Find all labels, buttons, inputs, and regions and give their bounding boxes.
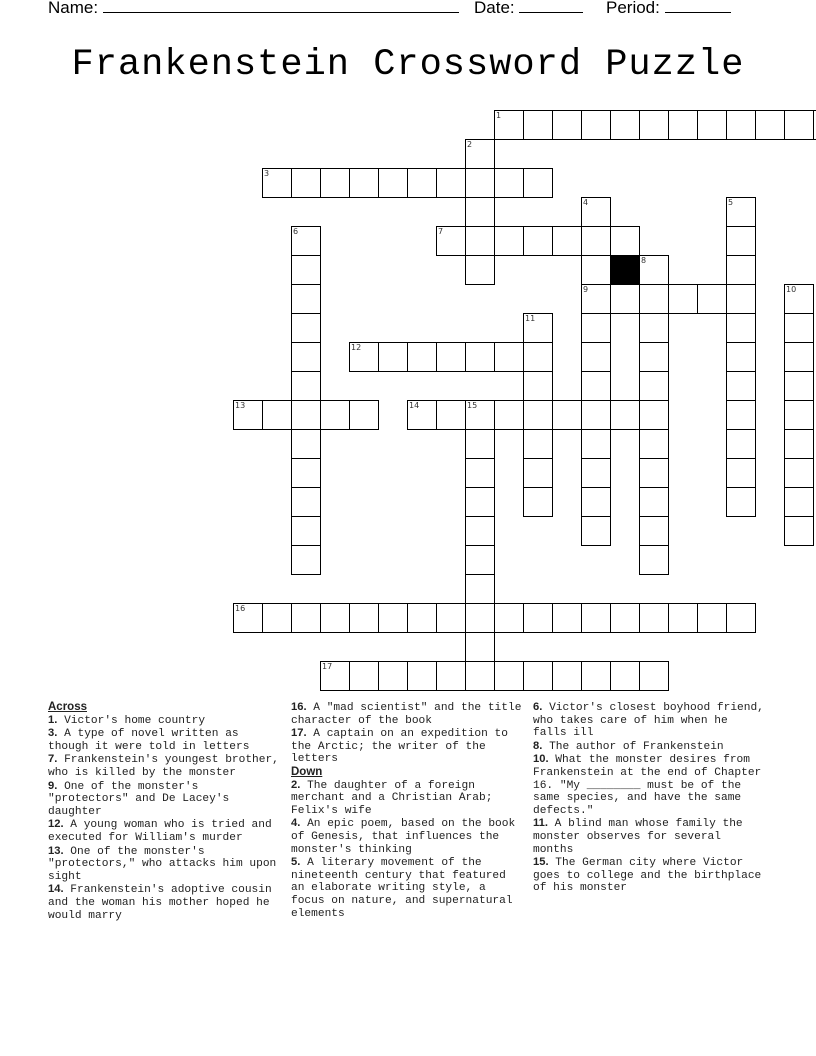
clue-number: 1 xyxy=(496,111,502,120)
grid-cell[interactable] xyxy=(465,545,495,575)
clue-text: A type of novel written as though it were told in letters xyxy=(48,728,250,753)
grid-cell[interactable] xyxy=(378,661,408,691)
clue xyxy=(48,780,280,819)
grid-cell[interactable] xyxy=(639,284,669,314)
grid-cell[interactable] xyxy=(610,400,640,430)
clue xyxy=(48,727,280,753)
grid-cell[interactable] xyxy=(291,342,321,372)
clue-label: 1. xyxy=(48,713,58,726)
clue-number: 14 xyxy=(409,401,420,410)
clue xyxy=(291,727,523,766)
grid-cell[interactable] xyxy=(407,603,437,633)
clue xyxy=(533,753,765,817)
clue-text: One of the monster's "protectors" and De Lacey's daughter xyxy=(48,780,230,818)
clue-label: 9. xyxy=(48,779,58,792)
clue-column-2 xyxy=(291,701,523,920)
grid-cell[interactable] xyxy=(581,371,611,401)
grid-cell[interactable] xyxy=(291,255,321,285)
grid-cell[interactable] xyxy=(494,168,524,198)
grid-cell[interactable] xyxy=(465,603,495,633)
clue-text: Victor's home country xyxy=(64,714,206,727)
grid-cell[interactable] xyxy=(436,342,466,372)
grid-cell[interactable] xyxy=(465,139,495,169)
clue-label: 8. xyxy=(533,739,543,752)
grid-cell[interactable] xyxy=(436,400,466,430)
clue-label: 2. xyxy=(291,778,301,791)
grid-cell[interactable] xyxy=(552,226,582,256)
grid-cell[interactable] xyxy=(291,400,321,430)
grid-cell[interactable] xyxy=(581,487,611,517)
clue-text: A captain on an expedition to the Arctic; the writer of the letters xyxy=(291,728,508,766)
grid-cell[interactable] xyxy=(581,603,611,633)
grid-cell[interactable] xyxy=(378,342,408,372)
section-heading-down: Down xyxy=(291,765,323,778)
grid-cell[interactable] xyxy=(436,661,466,691)
clue-number: 17 xyxy=(322,662,333,671)
grid-cell[interactable] xyxy=(465,574,495,604)
grid-cell[interactable] xyxy=(784,516,814,546)
grid-cell[interactable] xyxy=(697,284,727,314)
grid-cell[interactable] xyxy=(465,342,495,372)
grid-cell[interactable] xyxy=(726,603,756,633)
clue-label: 11. xyxy=(533,817,548,830)
grid-cell[interactable] xyxy=(726,226,756,256)
grid-cell[interactable] xyxy=(465,400,495,430)
grid-cell[interactable] xyxy=(465,429,495,459)
grid-cell[interactable] xyxy=(784,313,814,343)
grid-cell[interactable] xyxy=(581,110,611,140)
clue xyxy=(48,883,280,922)
clue-number: 5 xyxy=(728,198,734,207)
grid-cell[interactable] xyxy=(436,226,466,256)
clue-text: Victor's closest boyhood friend, who takes care of him when he falls ill xyxy=(533,702,764,740)
black-cell xyxy=(610,255,640,285)
grid-cell[interactable] xyxy=(668,603,698,633)
grid-cell[interactable] xyxy=(639,516,669,546)
clue xyxy=(48,753,280,779)
grid-cell[interactable] xyxy=(465,168,495,198)
clue-text: A "mad scientist" and the title character of the book xyxy=(291,702,522,727)
grid-cell[interactable] xyxy=(523,429,553,459)
clue-number: 11 xyxy=(525,314,536,323)
grid-cell[interactable] xyxy=(639,342,669,372)
grid-cell[interactable] xyxy=(523,168,553,198)
clue-number: 9 xyxy=(583,285,589,294)
grid-cell[interactable] xyxy=(523,487,553,517)
clue xyxy=(48,818,280,844)
grid-cell[interactable] xyxy=(262,168,292,198)
grid-cell[interactable] xyxy=(407,168,437,198)
clue-text: The daughter of a foreign merchant and a Christian Arab; Felix's wife xyxy=(291,779,493,817)
grid-cell[interactable] xyxy=(523,661,553,691)
grid-cell[interactable] xyxy=(291,458,321,488)
grid-cell[interactable] xyxy=(581,400,611,430)
grid-cell[interactable] xyxy=(726,458,756,488)
grid-cell[interactable] xyxy=(726,342,756,372)
grid-cell[interactable] xyxy=(581,516,611,546)
grid-cell[interactable] xyxy=(639,429,669,459)
clue-column-1 xyxy=(48,701,280,922)
grid-cell[interactable] xyxy=(784,458,814,488)
grid-cell[interactable] xyxy=(291,516,321,546)
grid-cell[interactable] xyxy=(320,168,350,198)
clue-text: One of the monster's "protectors," who attacks him upon sight xyxy=(48,845,277,883)
clue-label: 7. xyxy=(48,753,58,766)
grid-cell[interactable] xyxy=(523,226,553,256)
grid-cell[interactable] xyxy=(465,255,495,285)
grid-cell[interactable] xyxy=(610,110,640,140)
grid-cell[interactable] xyxy=(465,226,495,256)
grid-cell[interactable] xyxy=(523,371,553,401)
grid-cell[interactable] xyxy=(639,313,669,343)
clue xyxy=(533,817,765,856)
grid-cell[interactable] xyxy=(523,313,553,343)
clue-text: Frankenstein's adoptive cousin and the woman his mother hoped he would marry xyxy=(48,884,272,922)
grid-cell[interactable] xyxy=(407,342,437,372)
clue-label: 4. xyxy=(291,817,301,830)
puzzle-title: Frankenstein Crossword Puzzle xyxy=(71,44,745,86)
clue-text: The German city where Victor goes to college and the birthplace of his monster xyxy=(533,857,762,895)
grid-cell[interactable] xyxy=(784,429,814,459)
clue-label: 17. xyxy=(291,727,307,740)
grid-cell[interactable] xyxy=(726,371,756,401)
clue xyxy=(533,856,765,895)
grid-cell[interactable] xyxy=(639,110,669,140)
clue-text: What the monster desires from Frankenstein at the end of Chapter 16. "My ________ must be of the same species, and have the same defects." xyxy=(533,754,762,817)
grid-cell[interactable] xyxy=(523,458,553,488)
grid-cell[interactable] xyxy=(523,342,553,372)
clue xyxy=(533,740,765,754)
grid-cell[interactable] xyxy=(494,342,524,372)
clue-number: 15 xyxy=(467,401,478,410)
clue-number: 3 xyxy=(264,169,270,178)
grid-cell[interactable] xyxy=(291,371,321,401)
grid-cell[interactable] xyxy=(523,110,553,140)
grid-cell[interactable] xyxy=(291,545,321,575)
clue-number: 6 xyxy=(293,227,299,236)
grid-cell[interactable] xyxy=(639,661,669,691)
grid-cell[interactable] xyxy=(581,255,611,285)
grid-cell[interactable] xyxy=(726,429,756,459)
grid-cell[interactable] xyxy=(552,661,582,691)
grid-cell[interactable] xyxy=(407,661,437,691)
clue-label: 12. xyxy=(48,818,64,831)
grid-cell[interactable] xyxy=(726,487,756,517)
clue-label: 3. xyxy=(48,727,58,740)
clue xyxy=(533,701,765,740)
grid-cell[interactable] xyxy=(726,255,756,285)
clue xyxy=(48,714,280,728)
grid-cell[interactable] xyxy=(784,400,814,430)
grid-cell[interactable] xyxy=(291,313,321,343)
grid-cell[interactable] xyxy=(726,313,756,343)
grid-cell[interactable] xyxy=(465,458,495,488)
grid-cell[interactable] xyxy=(639,458,669,488)
grid-cell[interactable] xyxy=(378,603,408,633)
grid-cell[interactable] xyxy=(581,226,611,256)
clue-number: 10 xyxy=(786,285,797,294)
date-label: Date: xyxy=(474,0,515,17)
clue-number: 4 xyxy=(583,198,589,207)
grid-cell[interactable] xyxy=(349,168,379,198)
grid-cell[interactable] xyxy=(262,603,292,633)
grid-cell[interactable] xyxy=(581,284,611,314)
grid-cell[interactable] xyxy=(639,371,669,401)
clue-label: 16. xyxy=(291,701,307,713)
grid-cell[interactable] xyxy=(436,603,466,633)
clue-label: 6. xyxy=(533,701,543,713)
clue-text: A young woman who is tried and executed for William's murder xyxy=(48,819,272,844)
grid-cell[interactable] xyxy=(291,603,321,633)
grid-cell[interactable] xyxy=(233,603,263,633)
clue-text: A literary movement of the nineteenth century that featured an elaborate writing style, a focus on nature, and supernatural elements xyxy=(291,857,513,920)
grid-cell[interactable] xyxy=(639,400,669,430)
clue-text: An epic poem, based on the book of Genesis, that influences the monster's thinking xyxy=(291,818,516,856)
clue-column-3 xyxy=(533,701,765,895)
grid-cell[interactable] xyxy=(581,313,611,343)
grid-cell[interactable] xyxy=(581,458,611,488)
clue-number: 16 xyxy=(235,604,246,613)
grid-cell[interactable] xyxy=(581,429,611,459)
grid-cell[interactable] xyxy=(726,197,756,227)
clue xyxy=(291,779,523,818)
grid-cell[interactable] xyxy=(784,371,814,401)
grid-cell[interactable] xyxy=(523,603,553,633)
grid-cell[interactable] xyxy=(552,110,582,140)
grid-cell[interactable] xyxy=(784,342,814,372)
grid-cell[interactable] xyxy=(668,110,698,140)
grid-cell[interactable] xyxy=(552,400,582,430)
clue xyxy=(48,845,280,884)
clue xyxy=(291,856,523,920)
grid-cell[interactable] xyxy=(523,400,553,430)
clue xyxy=(291,701,523,727)
grid-cell[interactable] xyxy=(320,603,350,633)
grid-cell[interactable] xyxy=(726,400,756,430)
grid-cell[interactable] xyxy=(726,284,756,314)
grid-cell[interactable] xyxy=(494,603,524,633)
grid-cell[interactable] xyxy=(233,400,263,430)
grid-cell[interactable] xyxy=(378,168,408,198)
grid-cell[interactable] xyxy=(610,661,640,691)
grid-cell[interactable] xyxy=(639,603,669,633)
grid-cell[interactable] xyxy=(494,400,524,430)
grid-cell[interactable] xyxy=(407,400,437,430)
grid-cell[interactable] xyxy=(494,226,524,256)
grid-cell[interactable] xyxy=(349,603,379,633)
clue-number: 2 xyxy=(467,140,473,149)
grid-cell[interactable] xyxy=(349,342,379,372)
grid-cell[interactable] xyxy=(291,284,321,314)
clue-number: 8 xyxy=(641,256,647,265)
clue-number: 13 xyxy=(235,401,246,410)
grid-cell[interactable] xyxy=(291,429,321,459)
grid-cell[interactable] xyxy=(291,168,321,198)
clue xyxy=(291,817,523,856)
grid-cell[interactable] xyxy=(697,110,727,140)
section-heading-across: Across xyxy=(48,701,87,713)
grid-cell[interactable] xyxy=(639,545,669,575)
grid-cell[interactable] xyxy=(610,284,640,314)
grid-cell[interactable] xyxy=(581,661,611,691)
clue-number: 12 xyxy=(351,343,362,352)
grid-cell[interactable] xyxy=(726,110,756,140)
grid-cell[interactable] xyxy=(494,661,524,691)
grid-cell[interactable] xyxy=(320,661,350,691)
grid-cell[interactable] xyxy=(610,603,640,633)
grid-cell[interactable] xyxy=(349,400,379,430)
name-label: Name: xyxy=(48,0,99,17)
grid-cell[interactable] xyxy=(697,603,727,633)
clue-label: 15. xyxy=(533,856,549,869)
grid-cell[interactable] xyxy=(465,197,495,227)
clue-label: 5. xyxy=(291,856,301,869)
grid-cell[interactable] xyxy=(639,255,669,285)
grid-cell[interactable] xyxy=(581,197,611,227)
grid-cell[interactable] xyxy=(291,487,321,517)
grid-cell[interactable] xyxy=(784,284,814,314)
grid-cell[interactable] xyxy=(262,400,292,430)
grid-cell[interactable] xyxy=(784,487,814,517)
grid-cell[interactable] xyxy=(784,110,814,140)
grid-cell[interactable] xyxy=(581,342,611,372)
grid-cell[interactable] xyxy=(465,661,495,691)
clue-text: A blind man whose family the monster observes for several months xyxy=(533,818,743,856)
grid-cell[interactable] xyxy=(436,168,466,198)
grid-cell[interactable] xyxy=(610,226,640,256)
grid-cell[interactable] xyxy=(320,400,350,430)
clue-text: The author of Frankenstein xyxy=(549,740,724,753)
clue-number: 7 xyxy=(438,227,444,236)
grid-cell[interactable] xyxy=(465,632,495,662)
grid-cell[interactable] xyxy=(465,516,495,546)
grid-cell[interactable] xyxy=(291,226,321,256)
grid-cell[interactable] xyxy=(465,487,495,517)
grid-cell[interactable] xyxy=(639,487,669,517)
clue-label: 13. xyxy=(48,844,64,857)
grid-cell[interactable] xyxy=(755,110,785,140)
period-label: Period: xyxy=(606,0,660,17)
clue-label: 10. xyxy=(533,753,549,766)
grid-cell[interactable] xyxy=(349,661,379,691)
grid-cell[interactable] xyxy=(552,603,582,633)
grid-cell[interactable] xyxy=(668,284,698,314)
clue-label: 14. xyxy=(48,883,64,896)
grid-cell[interactable] xyxy=(494,110,524,140)
clue-text: Frankenstein's youngest brother, who is killed by the monster xyxy=(48,754,279,779)
